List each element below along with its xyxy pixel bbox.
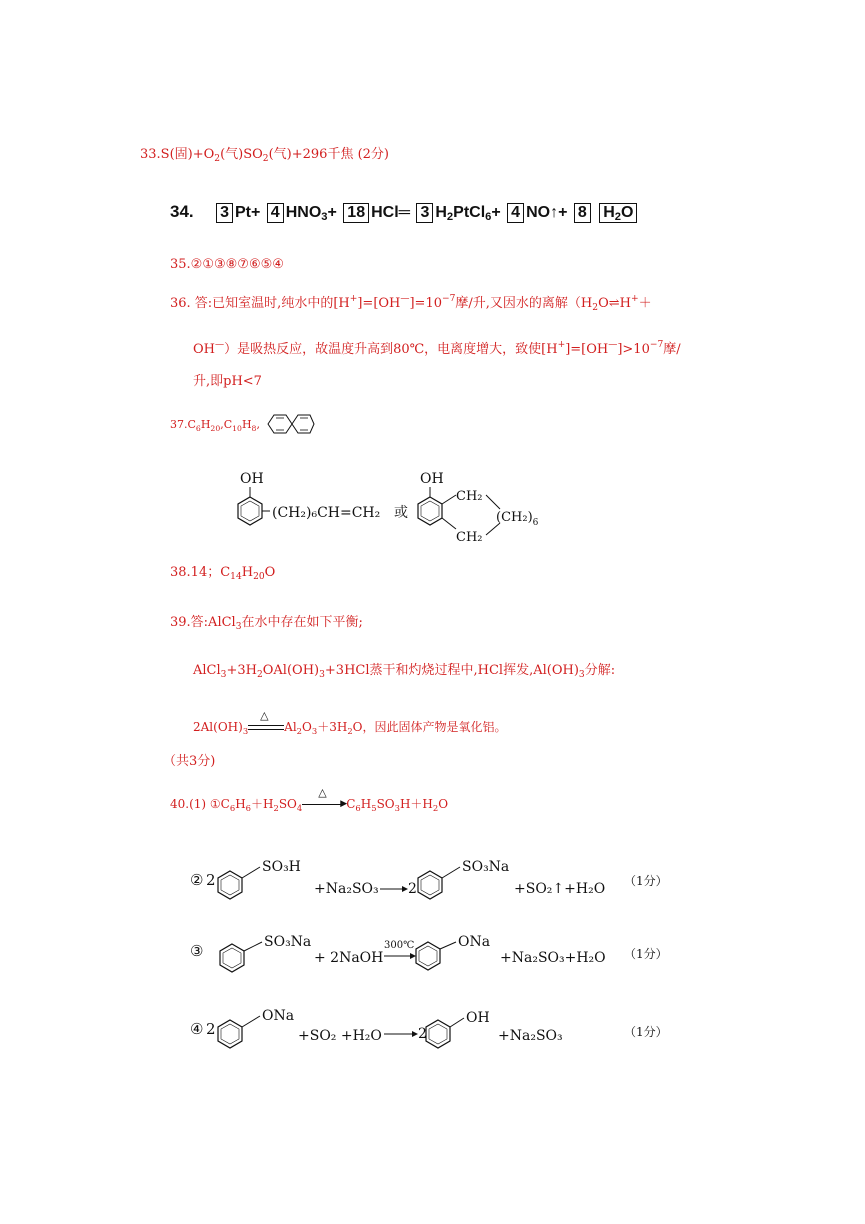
answer-34	[170, 200, 639, 225]
q40-sub: 6	[245, 803, 251, 813]
q38-sub: 20	[253, 572, 265, 582]
naphthalene-structure	[262, 412, 314, 436]
reaction-4	[188, 1000, 688, 1060]
q39-text: O	[302, 720, 312, 734]
coef-box: 8	[574, 203, 591, 223]
ch2-label: CH₂	[456, 530, 483, 545]
q39-sub: 3	[319, 670, 325, 680]
substituent: ONa	[262, 1008, 295, 1024]
q39-sub: 3	[311, 726, 318, 736]
q39-text: AlCl	[193, 663, 221, 678]
q37-text: H	[200, 418, 211, 431]
q39-sub: 2	[296, 726, 303, 736]
q36-text: OH	[193, 342, 215, 357]
q34-sub: 2	[446, 211, 454, 223]
q34-term: H	[603, 204, 615, 221]
q39-text: ＋3H	[317, 720, 348, 734]
answer-39-line2	[193, 662, 615, 680]
q33-sub: 2	[262, 154, 269, 164]
q40-sub: 2	[432, 803, 439, 813]
q36-sup: −7	[442, 294, 456, 304]
q36-text: O⇌H	[598, 296, 631, 311]
heat-symbol: △	[260, 708, 269, 722]
coef-box: 3	[416, 203, 433, 223]
q40-text: C	[346, 797, 356, 811]
q39-sub: 3	[235, 622, 242, 632]
coefficient: 2	[206, 871, 216, 889]
step-number: ③	[190, 942, 204, 960]
q34-term: +	[327, 204, 337, 221]
q38-text: H	[241, 565, 254, 580]
q36-sub: 2	[592, 303, 599, 313]
step-number: ②	[190, 871, 204, 889]
q40-text: H＋H	[399, 797, 433, 811]
reagent: +Na₂SO₃	[314, 881, 379, 897]
q34-term: O	[621, 204, 634, 221]
q36-text: 摩/升,又因水的离解（H	[455, 296, 593, 311]
heat-arrow: △ ▶	[302, 798, 346, 812]
q39-text: 2Al(OH)	[193, 720, 243, 734]
q37-sub: 10	[232, 424, 242, 433]
answer-36-line1	[170, 295, 652, 313]
q40-sub: 4	[296, 803, 303, 813]
answer-35	[170, 256, 284, 274]
reagent: + 2NaOH	[314, 950, 384, 966]
q37-text: ,	[256, 418, 260, 431]
q36-text: ]=[OH	[357, 296, 401, 311]
points: （1分）	[624, 947, 668, 961]
q37-sub: 20	[210, 424, 221, 433]
q39-text: OAl(OH)	[262, 663, 320, 678]
answer-39-points	[163, 753, 215, 771]
q40-text: 40.(1) ①C	[170, 797, 230, 811]
heat-symbol: △	[318, 785, 327, 799]
coefficient: 2	[408, 881, 417, 897]
q40-text: SO	[376, 797, 395, 811]
q34-term: H	[435, 204, 447, 221]
q34-term: Pt+	[235, 204, 261, 221]
ring-text: (CH₂)	[496, 510, 533, 525]
q40-text: H	[360, 797, 372, 811]
ch2-label: CH₂	[456, 489, 483, 504]
points: （1分）	[624, 1025, 668, 1039]
q38-text: O	[264, 565, 276, 580]
points: （1分）	[624, 874, 668, 888]
q36-text: 升,即pH<7	[193, 374, 262, 389]
q39-text: 在水中存在如下平衡;	[241, 615, 363, 630]
q34-sub: 6	[485, 211, 492, 223]
q39-text: +3H	[226, 663, 257, 678]
q36-sup: −7	[649, 340, 664, 350]
step-number: ④	[190, 1020, 204, 1038]
q37-sub: 6	[195, 424, 201, 433]
q40-sub: 6	[229, 803, 236, 813]
q39-text: +3HCl蒸干和灼烧过程中,HCl挥发,Al(OH)	[324, 663, 579, 678]
q39-text: Al	[284, 720, 297, 734]
substituent: SO₃Na	[462, 859, 510, 875]
q36-text: 摩/	[663, 342, 681, 357]
q33-text: 33.S(固)+O	[140, 147, 215, 162]
q40-text: O	[438, 797, 449, 811]
coefficient: 2	[206, 1020, 216, 1038]
coef-box: 4	[507, 203, 524, 223]
q36-text: ）是吸热反应，故温度升高到80℃，电离度增大，致使[H	[224, 342, 558, 357]
answer-33	[140, 146, 389, 164]
products: +SO₂↑+H₂O	[514, 881, 606, 897]
substituent: SO₃Na	[264, 934, 312, 950]
q33-sub: 2	[214, 154, 221, 164]
q34-number: 34.	[170, 202, 194, 221]
products: +Na₂SO₃+H₂O	[500, 950, 606, 966]
coef-box: 18	[343, 203, 369, 223]
q40-sub: 2	[273, 803, 279, 813]
reaction-3	[188, 922, 688, 982]
reaction-2	[188, 845, 688, 905]
q36-text: ＋	[638, 296, 652, 311]
ring-chain	[496, 510, 539, 528]
oh-label: OH	[240, 471, 264, 487]
substituent: OH	[466, 1010, 490, 1026]
substituent: ONa	[458, 934, 491, 950]
answer-40-line1	[170, 785, 449, 813]
q34-term: NO↑+	[526, 204, 568, 221]
q36-sup: —	[215, 340, 225, 350]
q39-sub: 3	[578, 670, 585, 680]
q37-sub: 8	[251, 424, 257, 433]
heat-arrow	[248, 708, 284, 735]
condition: 300℃	[384, 940, 415, 951]
coefficient: 2	[418, 1026, 427, 1042]
answer-39-line3	[193, 708, 507, 736]
q36-sup: —	[608, 340, 618, 350]
q37-structures	[228, 465, 558, 545]
q38-sub: 14	[230, 572, 242, 582]
answer-36-line2	[193, 341, 681, 359]
q39-text: O，因此固体产物是氧化铝。	[352, 720, 507, 734]
q33-text: (气)SO	[220, 147, 263, 162]
q37-text: ,C	[220, 418, 233, 431]
reagent: +SO₂ +H₂O	[298, 1028, 382, 1044]
q34-sub: 3	[321, 211, 328, 223]
q36-text: ]>10	[617, 342, 650, 357]
q39-sub: 3	[242, 726, 249, 736]
q34-term: HNO	[285, 204, 322, 221]
q39-sub: 2	[256, 670, 263, 680]
or-label: 或	[394, 505, 408, 521]
water-box	[599, 203, 637, 223]
answer-36-line3	[193, 373, 262, 391]
q40-text: H	[235, 797, 246, 811]
q34-sub: 2	[614, 211, 622, 223]
q34-term: PtCl	[453, 204, 486, 221]
q36-text: ]=10	[409, 296, 442, 311]
q39-points: （共3分)	[163, 754, 216, 769]
q40-sub: 6	[355, 803, 361, 813]
q36-sup: +	[557, 340, 566, 350]
q40-sub: 3	[394, 803, 400, 813]
q39-sub: 3	[220, 670, 227, 680]
answer-37	[170, 416, 260, 434]
q39-text: 39.答:AlCl	[170, 615, 236, 630]
q39-sub: 2	[347, 726, 353, 736]
side-chain: (CH₂)₆CH=CH₂	[272, 505, 381, 521]
q37-text: 37.C	[170, 418, 196, 431]
q36-text: 36. 答:已知室温时,纯水中的[H	[170, 296, 350, 311]
q40-sub: 5	[371, 803, 377, 813]
q37-text: H	[241, 418, 252, 431]
q33-text: (气)+296千焦 (2分)	[268, 147, 389, 162]
answer-39-line1	[170, 614, 363, 632]
substituent: SO₃H	[262, 859, 301, 875]
oh-label: OH	[420, 471, 444, 487]
q35-text: 35.②①③⑧⑦⑥⑤④	[170, 257, 284, 272]
q36-sup: —	[400, 294, 410, 304]
coef-box: 3	[216, 203, 233, 223]
q36-text: ]=[OH	[565, 342, 609, 357]
q36-sup: +	[630, 294, 639, 304]
answer-38	[170, 564, 275, 582]
q40-text: SO	[278, 797, 297, 811]
q36-sup: +	[349, 294, 358, 304]
q39-text: 分解:	[584, 663, 616, 678]
ring-sub: 6	[532, 518, 539, 528]
q38-text: 38.14；C	[170, 565, 231, 580]
products: +Na₂SO₃	[498, 1028, 563, 1044]
coef-box: 4	[267, 203, 284, 223]
q40-text: ＋H	[251, 797, 274, 811]
q34-term: HCl═	[371, 204, 410, 221]
q34-term: +	[491, 204, 501, 221]
